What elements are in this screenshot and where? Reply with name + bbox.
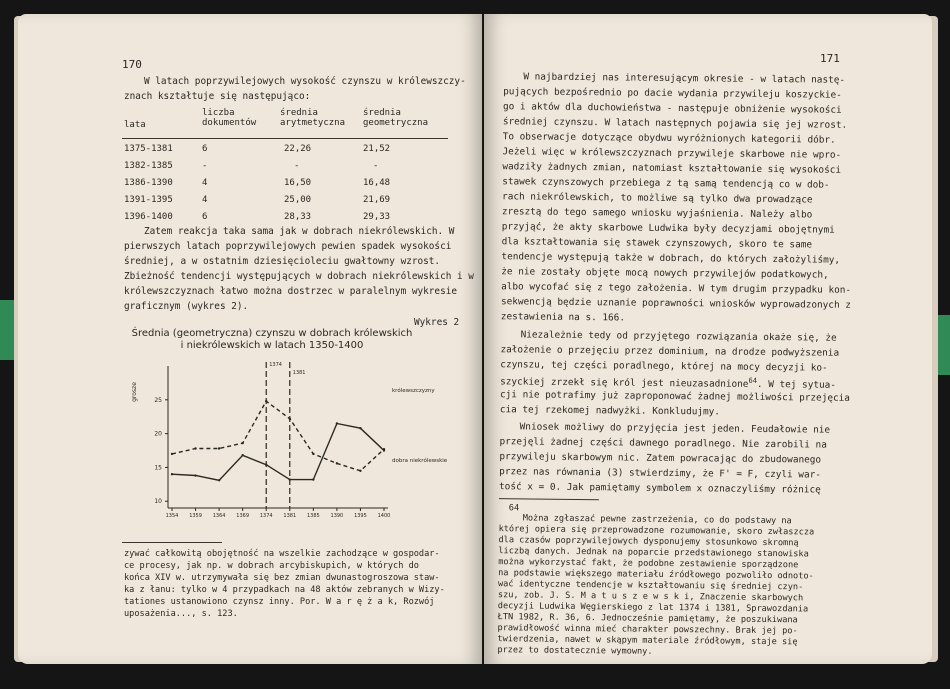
y-axis-label: grosze [131,382,138,402]
table-cell: 16,48 [363,178,391,188]
chart-title: Średnia (geometryczna) czynszu w dobrach królewskich [131,328,413,339]
body-line: Jeżeli więc w królewszczyznach przywileje skarbowe nie wpro- [502,146,842,161]
table-cell: 4 [202,195,208,205]
table-rule [122,138,448,139]
data-point [312,478,314,480]
footnote-line: uposażenia..., s. 123. [124,609,238,619]
body-line: cia tej rzekomej nadwyżki. Konkludujmy. [499,404,721,418]
body-line: sekwencją będzie uznanie poprawności wniosków wyprowadzonych z [500,296,851,311]
series-line [172,424,384,481]
body-line: tendencje występują także w dobrach, do których założyliśmy, [501,251,841,266]
intro-line: znach kształtuje się następująco: [124,91,311,102]
data-point [383,449,385,451]
body-line: tość x = 0. Jak pamiętamy symbolem x oznaczyliśmy różnicę [498,481,821,496]
footnote-line: szu, zob. J. S. M a t u s z e w s k i, Znaczenie skarbowych [497,590,804,604]
data-point [312,453,314,455]
body-line: założenie o przejęciu przez dominium, na drodze podwyższenia [500,344,840,359]
data-point [194,447,196,449]
legend-label: królewszczyzny [392,388,435,394]
footnote-number: 64 [508,503,520,514]
y-tick-label: 25 [154,396,162,404]
table-cell: 22,26 [284,144,312,154]
body-line: Zbieżność tendencji występujących w dobrach niekrólewskich i w [124,271,474,282]
series-line [172,401,384,471]
footnote-line: dla czasów poprzywilejowych dysponujemy stosunkowo skromną [498,535,799,549]
table-cell: - [373,161,379,171]
body-text: . W tej sytua- [756,379,837,391]
footnote-line: można wykorzystać fakt, że podobne zestawienie sporządzone [498,557,799,571]
data-point [171,473,173,475]
table-cell: 28,33 [284,212,312,222]
body-line: dla kształtowania się stawek czynszowych, skoro te same [501,236,813,251]
page-number-right: 171 [820,52,840,65]
x-tick-label: 1385 [306,513,320,519]
body-line: pierwszych latach poprzywilejowych pewien spadek wysokości [124,241,452,252]
footnote-line: ŁTN 1982, R. 36, 6. Jednocześnie pamiętamy, że poszukiwana [497,612,798,626]
page-number-left: 170 [122,58,142,71]
y-tick-label: 10 [154,498,162,506]
body-line: cji nie potrafimy już zaproponować żadnej możliwości przejęcia [499,389,851,404]
line-chart [122,322,452,527]
body-line: Niezależnie tedy od przyjętego rozwiązania okaże się, że [520,329,837,344]
body-line: Wniosek możliwy do przyjęcia jest jeden. Feudałowie nie [519,421,831,436]
body-line: pujących bezpośrednio po dacie wydania przywileju koszyckie- [503,86,842,101]
table-header-arith: średnia arytmetyczna [280,108,346,128]
data-point [194,474,196,476]
table-cell: 1386-1390 [124,178,173,188]
data-point [218,447,220,449]
table-cell: 6 [202,212,208,222]
footnote-line: ka z łanu: tylko w 4 przypadkach na 48 aktów zebranych w Wizy- [124,585,445,595]
table-cell: 1382-1385 [124,161,173,171]
data-point [336,462,338,464]
body-line: stawek czynszowych przebiega z tą samą tendencją co w dob- [502,176,830,191]
body-line: przejęli żadnej części dawnego poradlnego. Nie zarobili na [499,436,827,451]
body-line [500,375,836,390]
data-point [289,418,291,420]
data-point [218,479,220,481]
footnote-rule [122,542,222,543]
footnote-line: końca XIV w. utrzymywała się bez zmian dwunastogroszowa staw- [124,573,440,583]
footnote-rule [499,498,599,500]
footnote-ref: 64 [748,376,758,385]
footnote-line: której opiera się przeprowadzone rozumowanie, skoro zwłaszcza [498,524,815,538]
footnote-line: wać identyczne tendencje w kształtowaniu się średniej czyn- [497,579,804,593]
reference-line-label: 1374 [269,362,282,368]
body-line: graficznym (wykres 2). [124,301,249,312]
right-page [484,14,932,664]
y-tick-label: 20 [154,430,162,438]
data-point [359,427,361,429]
legend-label: dobra niekrólewskie [392,458,448,464]
body-line: średniej, a w ostatnim dziesięcioleciu gwałtowny wzrost. [124,256,441,267]
footnote-line: na podstawie większego materiału źródłowego pozwoliło odnoto- [498,568,814,582]
body-line: czynszu, tej części poradlnego, której na mocy decyzji ko- [500,359,828,374]
body-line: zresztą do tego samego wniosku wyjaśnienia. Należy albo [501,206,813,221]
body-line: przywileju skarbowym nic. Zatem powracając do zbudowanego [499,451,822,466]
x-tick-label: 1390 [330,513,344,519]
body-line: albo wycofać się z tego założenia. W tym drugim przypadku kon- [501,281,852,296]
table-cell: 1391-1395 [124,195,173,205]
footnote-line: tationes ustanowiono czynsz inny. Por. W a r ę ż a k, Rozwój [124,597,435,607]
body-line: zestawienia na s. 166. [500,311,626,324]
table-cell: 21,52 [363,144,391,154]
x-tick-label: 1374 [259,513,273,519]
body-line: średniej czynszu. W latach następnych pojawia się jej wzrost. [502,116,848,131]
table-cell: 4 [202,178,208,188]
data-point [359,470,361,472]
data-point [336,422,338,424]
footnote-line: prawidłowość winna mieć charakter powszechny. Brak jej po- [497,623,798,637]
table-cell: 25,00 [284,195,312,205]
body-line: Zatem reakcja taka sama jak w dobrach niekrólewskich. W [144,226,455,237]
x-tick-label: 1400 [377,513,391,519]
x-tick-label: 1354 [165,513,179,519]
body-line: królewszczyznach łatwo można dostrzec w paralelnym wykresie [124,286,458,297]
table-header-count: liczba dokumentów [202,108,257,128]
body-line: że nie zostały objęte mocą nowych przywilejów podatkowych, [501,266,829,281]
chart-title: i niekrólewskich w latach 1350-1400 [180,340,364,351]
footnote-line: twierdzenia, nawet w skąpym materiale źródłowym, staje się [497,634,798,648]
data-point [171,453,173,455]
left-page [18,14,482,664]
table-header-years: lata [124,120,146,130]
body-line: To obserwacje dotyczące obydwu wyróżnionych kategorii dóbr. [502,131,836,146]
data-point [265,464,267,466]
table-cell: 29,33 [363,212,391,222]
right-text-block [484,14,932,664]
data-point [265,400,267,402]
x-tick-label: 1359 [189,513,202,519]
x-tick-label: 1381 [283,513,297,519]
footnote-line: przez to dostatecznie wymowny. [497,645,653,657]
body-line: go i aktów dla duchowieństwa - następuje obniżenie wysokości [502,101,842,116]
footnote-line: decyzji Ludwika Węgierskiego z lat 1374 i 1381, Sprawozdania [497,601,809,615]
table-cell: 21,69 [363,195,391,205]
footnote-line: Można zgłaszać pewne zastrzeżenia, co do podstawy na [522,513,792,527]
intro-line: W latach poprzywilejowych wysokość czynszu w królewszczy- [144,76,466,87]
body-line: przyjąć, że akty skarbowe Ludwika były decyzjami obojętnymi [501,221,835,236]
body-line: W najbardziej nas interesującym okresie - w latach nastę- [523,71,846,86]
body-line: przez nas równania (3) stwierdzimy, że F' = F, czyli war- [499,466,821,481]
reference-line-label: 1381 [292,370,306,376]
footnote-line: liczbą danych. Jednak na poparcie przedstawionego stanowiska [498,546,809,560]
table-cell: - [202,161,208,171]
table-cell: 1396-1400 [124,212,173,222]
data-point [241,442,243,444]
x-tick-label: 1395 [354,513,367,519]
x-tick-label: 1369 [236,513,250,519]
table-header-geom: średnia geometryczna [363,108,429,128]
data-point [289,478,291,480]
body-line: wadziły żadnych zmian, natomiast kształtowanie się wysokości [502,161,842,176]
footnote-line: zywać całkowitą obojętność na wszelkie zachodzące w gospodar- [124,549,440,559]
table-cell: - [294,161,300,171]
table-cell: 6 [202,144,208,154]
x-tick-label: 1364 [212,513,226,519]
y-tick-label: 15 [154,464,162,472]
figure-label: Wykres 2 [414,317,460,328]
data-point [241,454,243,456]
footnote-line: ce procesy, jak np. w dobrach arcybiskupich, w których do [124,561,419,571]
table-cell: 16,50 [284,178,312,188]
table-cell: 1375-1381 [124,144,173,154]
body-line: rach niekrólewskich, to możliwe są tylko dwa prowadzące [502,191,813,206]
body-text: szyckiej zrzekł się król jest nieuzasadnione [500,376,749,390]
